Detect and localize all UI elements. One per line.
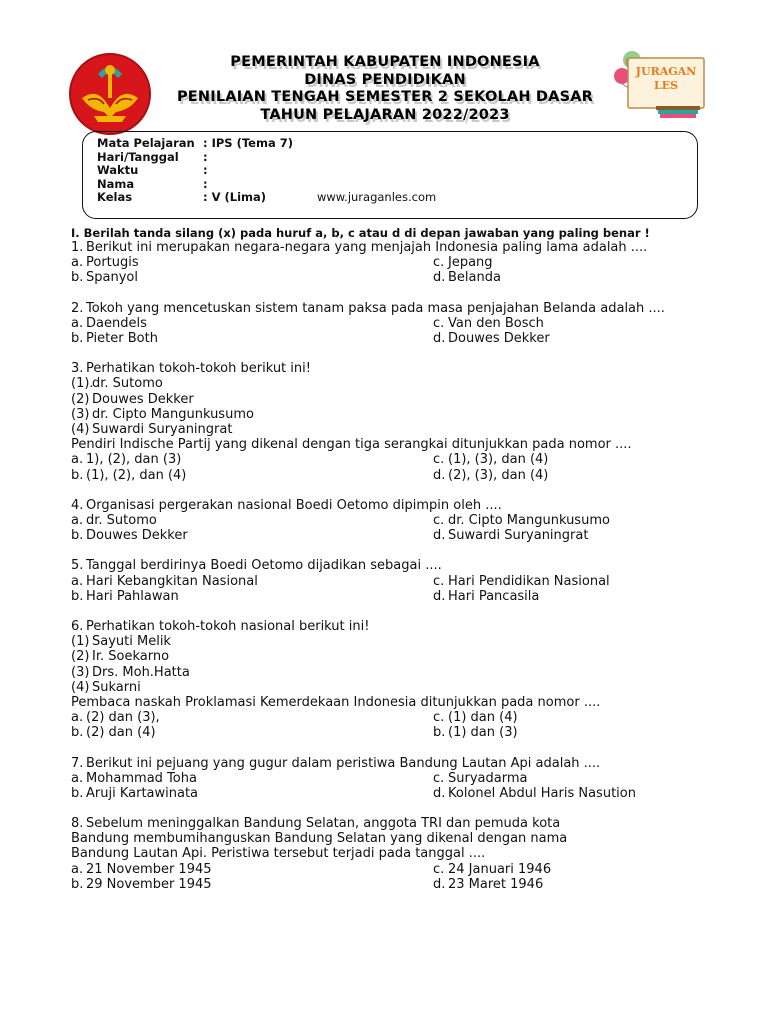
- option-text: 23 Maret 1946: [448, 876, 544, 892]
- sub-item: [71, 376, 731, 391]
- options-row: [71, 786, 731, 801]
- option-text: Suryadarma: [448, 770, 528, 786]
- option-letter: c.: [433, 861, 445, 877]
- answer-option[interactable]: [433, 771, 527, 786]
- option-letter: b.: [433, 725, 446, 741]
- sub-item-number: (4): [71, 679, 90, 695]
- option-letter: d.: [433, 876, 446, 892]
- option-letter: b.: [71, 725, 84, 741]
- question-8: [71, 816, 731, 892]
- answer-option[interactable]: [71, 786, 198, 801]
- option-letter: c.: [433, 770, 445, 786]
- tut-wuri-handayani-logo: [68, 52, 152, 136]
- question-5: [71, 558, 731, 604]
- question-text-line: Berikut ini merupakan negara-negara yang menjajah Indonesia paling lama adalah ....: [86, 240, 648, 255]
- option-letter: d.: [433, 588, 446, 604]
- options-row: [71, 255, 731, 270]
- option-letter: d.: [433, 528, 446, 544]
- sub-item-number: (1): [71, 634, 90, 650]
- question-text: [71, 240, 731, 255]
- answer-option[interactable]: [433, 528, 588, 543]
- info-value: :: [203, 163, 208, 177]
- option-text: Spanyol: [86, 270, 138, 286]
- option-text: Portugis: [86, 255, 139, 271]
- info-row-time: [97, 164, 208, 178]
- option-text: 29 November 1945: [86, 876, 212, 892]
- answer-option[interactable]: [433, 862, 551, 877]
- answer-option[interactable]: [433, 331, 550, 346]
- question-text: [71, 846, 731, 861]
- answer-option[interactable]: [433, 468, 548, 483]
- question-number: 1.: [71, 240, 84, 255]
- option-letter: b.: [71, 876, 84, 892]
- answer-option[interactable]: [71, 468, 186, 483]
- title-line: DINAS PENDIDIKAN: [304, 71, 466, 88]
- website-url: www.juraganles.com: [317, 190, 437, 204]
- answer-option[interactable]: [433, 589, 539, 604]
- option-text: (1), (2), dan (4): [86, 467, 187, 483]
- info-row-subject: [97, 137, 293, 151]
- question-text-line: Bandung membumihanguskan Bandung Selatan yang dikenal dengan nama: [71, 831, 568, 847]
- question-text: [71, 816, 731, 831]
- answer-option[interactable]: [433, 513, 610, 528]
- question-number: 3.: [71, 361, 84, 377]
- sub-item-number: (2): [71, 649, 90, 665]
- option-text: (1) dan (4): [448, 710, 518, 726]
- option-letter: a.: [71, 770, 84, 786]
- answer-option[interactable]: [433, 877, 543, 892]
- option-letter: a.: [71, 573, 84, 589]
- info-value: :: [203, 149, 208, 164]
- option-letter: c.: [433, 710, 445, 726]
- options-row: [71, 862, 731, 877]
- answer-option[interactable]: [71, 270, 138, 285]
- question-stem: Pembaca naskah Proklamasi Kemerdekaan Indonesia ditunjukkan pada nomor ....: [71, 694, 601, 710]
- sub-item-text: Sukarni: [92, 679, 141, 695]
- answer-option[interactable]: [433, 316, 544, 331]
- question-text-line: Organisasi pergerakan nasional Boedi Oetomo dipimpin oleh ....: [86, 497, 502, 513]
- question-text: [71, 619, 731, 634]
- option-text: dr. Sutomo: [86, 512, 157, 528]
- option-letter: a.: [71, 452, 84, 468]
- student-info-box: [82, 131, 698, 219]
- question-text: [71, 498, 731, 513]
- sub-item-text: dr. Cipto Mangunkusumo: [92, 406, 254, 422]
- options-row: [71, 574, 731, 589]
- option-text: (2) dan (3),: [86, 710, 160, 726]
- option-text: (1) dan (3): [448, 725, 518, 741]
- options-row: [71, 710, 731, 725]
- option-text: (1), (3), dan (4): [448, 452, 549, 468]
- option-text: Daendels: [86, 315, 147, 331]
- option-letter: b.: [71, 528, 84, 544]
- options-row: [71, 316, 731, 331]
- option-letter: b.: [71, 330, 84, 346]
- option-letter: d.: [433, 270, 446, 286]
- question-text: [71, 831, 731, 846]
- option-text: Pieter Both: [86, 330, 158, 346]
- answer-option[interactable]: [71, 877, 212, 892]
- sub-item-number: (3): [71, 406, 90, 422]
- question-text: [71, 756, 731, 771]
- question-text-line: Tanggal berdirinya Boedi Oetomo dijadikan sebagai ....: [86, 558, 442, 574]
- options-row: [71, 589, 731, 604]
- question-text: [71, 301, 731, 316]
- options-row: [71, 528, 731, 543]
- instruction-text: I. Berilah tanda silang (x) pada huruf a, b, c atau d di depan jawaban yang paling benar !: [71, 226, 650, 240]
- question-text: [71, 361, 731, 376]
- title-line: PEMERINTAH KABUPATEN INDONESIA: [230, 54, 540, 70]
- option-letter: c.: [433, 315, 445, 331]
- answer-option[interactable]: [71, 316, 147, 331]
- option-text: Hari Pahlawan: [86, 588, 179, 604]
- question-6: [71, 619, 731, 741]
- option-text: (2), (3), dan (4): [448, 467, 549, 483]
- question-number: 6.: [71, 618, 84, 634]
- option-text: Hari Pendidikan Nasional: [448, 573, 610, 589]
- question-text: [71, 558, 731, 573]
- option-text: 24 Januari 1946: [448, 861, 552, 877]
- sub-item: [71, 422, 731, 437]
- info-row-class: [97, 191, 266, 205]
- info-row-date: [97, 151, 208, 165]
- info-label: Nama: [97, 176, 135, 191]
- option-letter: b.: [71, 467, 84, 483]
- logo-text-les: LES: [653, 79, 679, 92]
- option-text: 21 November 1945: [86, 861, 212, 877]
- answer-option[interactable]: [433, 452, 548, 467]
- option-text: Hari Pancasila: [448, 588, 540, 604]
- options-row: [71, 513, 731, 528]
- sub-item: [71, 392, 731, 407]
- question-text-line: Perhatikan tokoh-tokoh nasional berikut ini!: [86, 618, 370, 634]
- option-text: Jepang: [448, 255, 493, 271]
- question-2: [71, 301, 731, 347]
- answer-option[interactable]: [71, 574, 258, 589]
- option-letter: b.: [71, 588, 84, 604]
- option-letter: c.: [433, 512, 445, 528]
- sub-item-text: Ir. Soekarno: [92, 649, 170, 665]
- question-text-line: Perhatikan tokoh-tokoh berikut ini!: [86, 361, 311, 377]
- sub-item-number: (4): [71, 421, 90, 437]
- sub-item-number: (2): [71, 391, 90, 407]
- sub-item-text: Drs. Moh.Hatta: [92, 664, 190, 680]
- question-text-line: Berikut ini pejuang yang gugur dalam peristiwa Bandung Lautan Api adalah ....: [86, 755, 601, 771]
- option-text: Mohammad Toha: [86, 770, 197, 786]
- info-label: Kelas: [97, 190, 133, 204]
- logo-text-juragan: JURAGAN: [635, 65, 697, 78]
- answer-option[interactable]: [71, 771, 197, 786]
- info-label: Mata Pelajaran: [97, 136, 195, 150]
- option-letter: d.: [433, 330, 446, 346]
- answer-option[interactable]: [433, 270, 501, 285]
- answer-option[interactable]: [71, 513, 157, 528]
- answer-option[interactable]: [71, 589, 179, 604]
- juragan-les-logo: [604, 50, 708, 120]
- title-line: TAHUN PELAJARAN 2022/2023: [260, 106, 510, 123]
- answer-option[interactable]: [433, 574, 610, 589]
- answer-option[interactable]: [433, 786, 636, 801]
- option-letter: b.: [71, 270, 84, 286]
- option-letter: c.: [433, 452, 445, 468]
- sub-item: [71, 634, 731, 649]
- answer-option[interactable]: [71, 528, 188, 543]
- header: [0, 50, 768, 130]
- question-number: 5.: [71, 558, 84, 574]
- options-row: [71, 452, 731, 467]
- question-number: 4.: [71, 497, 84, 513]
- option-text: (2) dan (4): [86, 725, 156, 741]
- option-text: Aruji Kartawinata: [86, 785, 199, 801]
- sub-item-text: Suwardi Suryaningrat: [92, 421, 233, 437]
- answer-option[interactable]: [71, 710, 160, 725]
- question-list: [71, 240, 731, 907]
- answer-option[interactable]: [71, 725, 156, 740]
- question-stem: Pendiri Indische Partij yang dikenal dengan tiga serangkai ditunjukkan pada nomor ....: [71, 437, 632, 453]
- answer-option[interactable]: [433, 710, 518, 725]
- option-text: dr. Cipto Mangunkusumo: [448, 512, 610, 528]
- option-text: Douwes Dekker: [448, 330, 550, 346]
- question-text-line: Tokoh yang mencetuskan sistem tanam paksa pada masa penjajahan Belanda adalah ....: [86, 300, 665, 316]
- info-value: : V (Lima): [203, 190, 267, 204]
- answer-option[interactable]: [71, 255, 139, 270]
- option-text: Van den Bosch: [448, 315, 544, 331]
- question-1: [71, 240, 731, 286]
- info-label: Waktu: [97, 163, 139, 177]
- sub-item: [71, 665, 731, 680]
- option-letter: a.: [71, 255, 84, 271]
- question-3: [71, 361, 731, 483]
- question-number: 7.: [71, 755, 84, 771]
- option-letter: c.: [433, 255, 445, 271]
- question-7: [71, 756, 731, 802]
- question-number: 2.: [71, 300, 84, 316]
- sub-item: [71, 649, 731, 664]
- sub-item-text: Douwes Dekker: [92, 391, 194, 407]
- info-value: : IPS (Tema 7): [203, 136, 293, 150]
- option-letter: d.: [433, 785, 446, 801]
- answer-option[interactable]: [433, 255, 493, 270]
- info-label: Hari/Tanggal: [97, 149, 179, 164]
- answer-option[interactable]: [71, 331, 158, 346]
- question-text-line: Bandung Lautan Api. Peristiwa tersebut terjadi pada tanggal ....: [71, 846, 486, 862]
- answer-option[interactable]: [71, 862, 212, 877]
- option-letter: a.: [71, 512, 84, 528]
- options-row: [71, 468, 731, 483]
- sub-item-number: (3): [71, 664, 90, 680]
- header-titles: [150, 54, 620, 124]
- option-letter: c.: [433, 573, 445, 589]
- sub-item: [71, 407, 731, 422]
- answer-option[interactable]: [71, 452, 181, 467]
- answer-option[interactable]: [433, 725, 518, 740]
- option-letter: a.: [71, 710, 84, 726]
- options-row: [71, 725, 731, 740]
- title-line: PENILAIAN TENGAH SEMESTER 2 SEKOLAH DASAR: [176, 89, 594, 105]
- option-letter: d.: [433, 467, 446, 483]
- options-row: [71, 771, 731, 786]
- sub-item: [71, 680, 731, 695]
- option-letter: a.: [71, 315, 84, 331]
- question-4: [71, 498, 731, 544]
- sub-item-text: dr. Sutomo: [92, 376, 163, 392]
- sub-item-text: Sayuti Melik: [92, 634, 171, 650]
- question-number: 8.: [71, 816, 84, 832]
- option-text: Suwardi Suryaningrat: [448, 528, 589, 544]
- option-text: Douwes Dekker: [86, 528, 188, 544]
- options-row: [71, 877, 731, 892]
- question-text-line: Sebelum meninggalkan Bandung Selatan, anggota TRI dan pemuda kota: [86, 816, 561, 832]
- option-text: 1), (2), dan (3): [86, 452, 182, 468]
- info-row-name: [97, 178, 208, 192]
- option-letter: b.: [71, 785, 84, 801]
- options-row: [71, 331, 731, 346]
- sub-item-number: (1).: [71, 376, 94, 392]
- option-text: Belanda: [448, 270, 501, 286]
- option-letter: a.: [71, 861, 84, 877]
- options-row: [71, 270, 731, 285]
- info-value: :: [203, 176, 208, 191]
- option-text: Kolonel Abdul Haris Nasution: [448, 785, 636, 801]
- option-text: Hari Kebangkitan Nasional: [86, 573, 258, 589]
